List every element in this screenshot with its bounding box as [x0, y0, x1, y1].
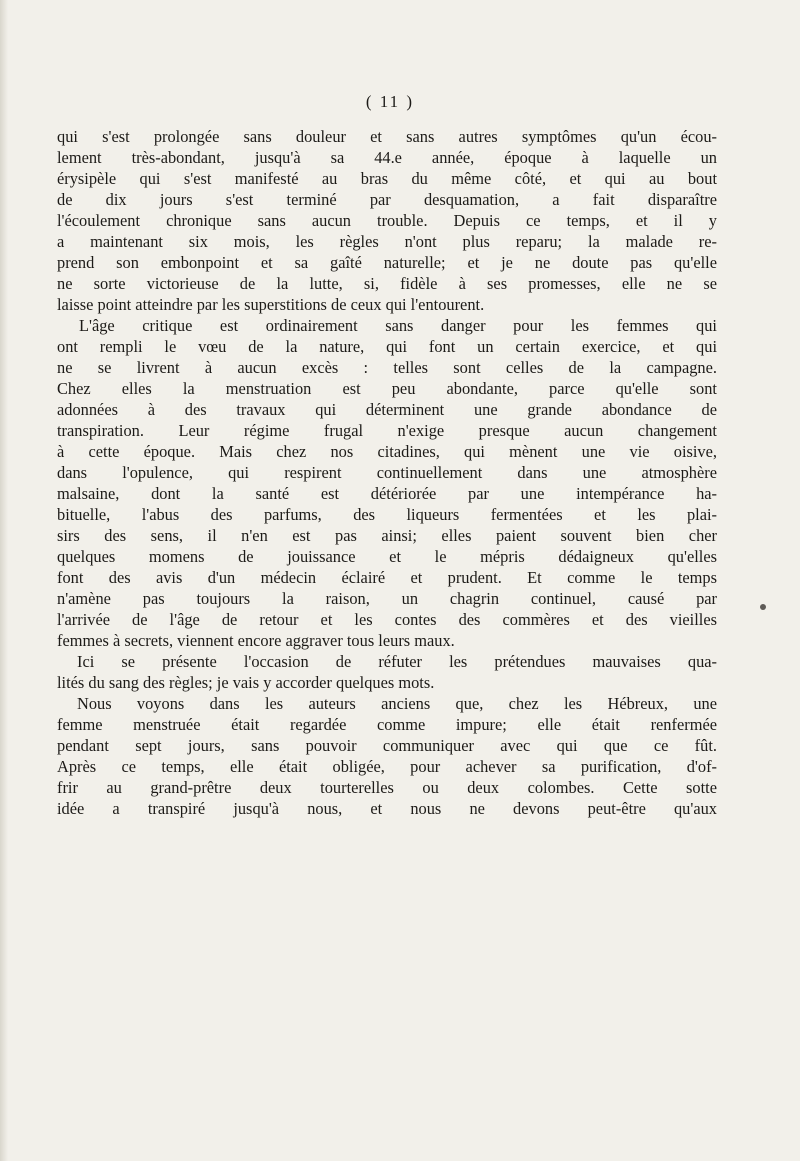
text-line: bituelle, l'abus des parfums, des liqueurs fermentées et les plai-: [57, 505, 717, 524]
text-line: l'écoulement chronique sans aucun trouble. Depuis ce temps, et il y: [57, 211, 717, 230]
text-line: malsaine, dont la santé est détériorée par une intempérance ha-: [57, 484, 717, 503]
text-line: lement très-abondant, jusqu'à sa 44.e année, époque à laquelle un: [57, 148, 717, 167]
text-line: de dix jours s'est terminé par desquamation, a fait disparaître: [57, 190, 717, 209]
text-line: n'amène pas toujours la raison, un chagrin continuel, causé par: [57, 589, 717, 608]
text-line: dans l'opulence, qui respirent continuellement dans une atmosphère: [57, 463, 717, 482]
page-number: ( 11 ): [365, 92, 415, 111]
text-line: transpiration. Leur régime frugal n'exige presque aucun changement: [57, 421, 717, 440]
text-line: Chez elles la menstruation est peu abondante, parce qu'elle sont: [57, 379, 717, 398]
text-line: frir au grand-prêtre deux tourterelles ou deux colombes. Cette sotte: [57, 778, 717, 797]
text-line: qui s'est prolongée sans douleur et sans autres symptômes qu'un écou-: [57, 127, 717, 146]
text-line: ne se livrent à aucun excès : telles sont celles de la campagne.: [57, 358, 717, 377]
text-line: sirs des sens, il n'en est pas ainsi; elles paient souvent bien cher: [57, 526, 717, 545]
ink-spot: [760, 604, 766, 610]
body-text: [57, 126, 717, 819]
text-line: quelques momens de jouissance et le mépris dédaigneux qu'elles: [57, 547, 717, 566]
text-line: ont rempli le vœu de la nature, qui font un certain exercice, et qui: [57, 337, 717, 356]
text-line: à cette époque. Mais chez nos citadines, qui mènent une vie oisive,: [57, 442, 717, 461]
text-line: a maintenant six mois, les règles n'ont plus reparu; la malade re-: [57, 232, 717, 251]
text-line: prend son embonpoint et sa gaîté naturelle; et je ne doute pas qu'elle: [57, 253, 717, 272]
text-line: l'arrivée de l'âge de retour et les contes des commères et des vieilles: [57, 610, 717, 629]
text-line: L'âge critique est ordinairement sans danger pour les femmes qui: [79, 316, 717, 335]
text-line: femme menstruée était regardée comme impure; elle était renfermée: [57, 715, 717, 734]
text-line: Ici se présente l'occasion de réfuter les prétendues mauvaises qua-: [77, 652, 717, 671]
text-line: érysipèle qui s'est manifesté au bras du même côté, et qui au bout: [57, 169, 717, 188]
text-line: adonnées à des travaux qui déterminent une grande abondance de: [57, 400, 717, 419]
text-line: Nous voyons dans les auteurs anciens que, chez les Hébreux, une: [77, 694, 717, 713]
text-line: font des avis d'un médecin éclairé et prudent. Et comme le temps: [57, 568, 717, 587]
page-edge-shadow: [0, 0, 8, 1161]
text-line: laisse point atteindre par les superstitions de ceux qui l'entourent.: [57, 295, 485, 314]
text-line: pendant sept jours, sans pouvoir communiquer avec qui que ce fût.: [57, 736, 717, 755]
text-line: idée a transpiré jusqu'à nous, et nous ne devons peut-être qu'aux: [57, 799, 717, 818]
text-line: femmes à secrets, viennent encore aggraver tous leurs maux.: [57, 631, 455, 650]
text-line: lités du sang des règles; je vais y accorder quelques mots.: [57, 673, 435, 692]
text-line: Après ce temps, elle était obligée, pour achever sa purification, d'of-: [57, 757, 717, 776]
text-line: ne sorte victorieuse de la lutte, si, fidèle à ses promesses, elle ne se: [57, 274, 717, 293]
